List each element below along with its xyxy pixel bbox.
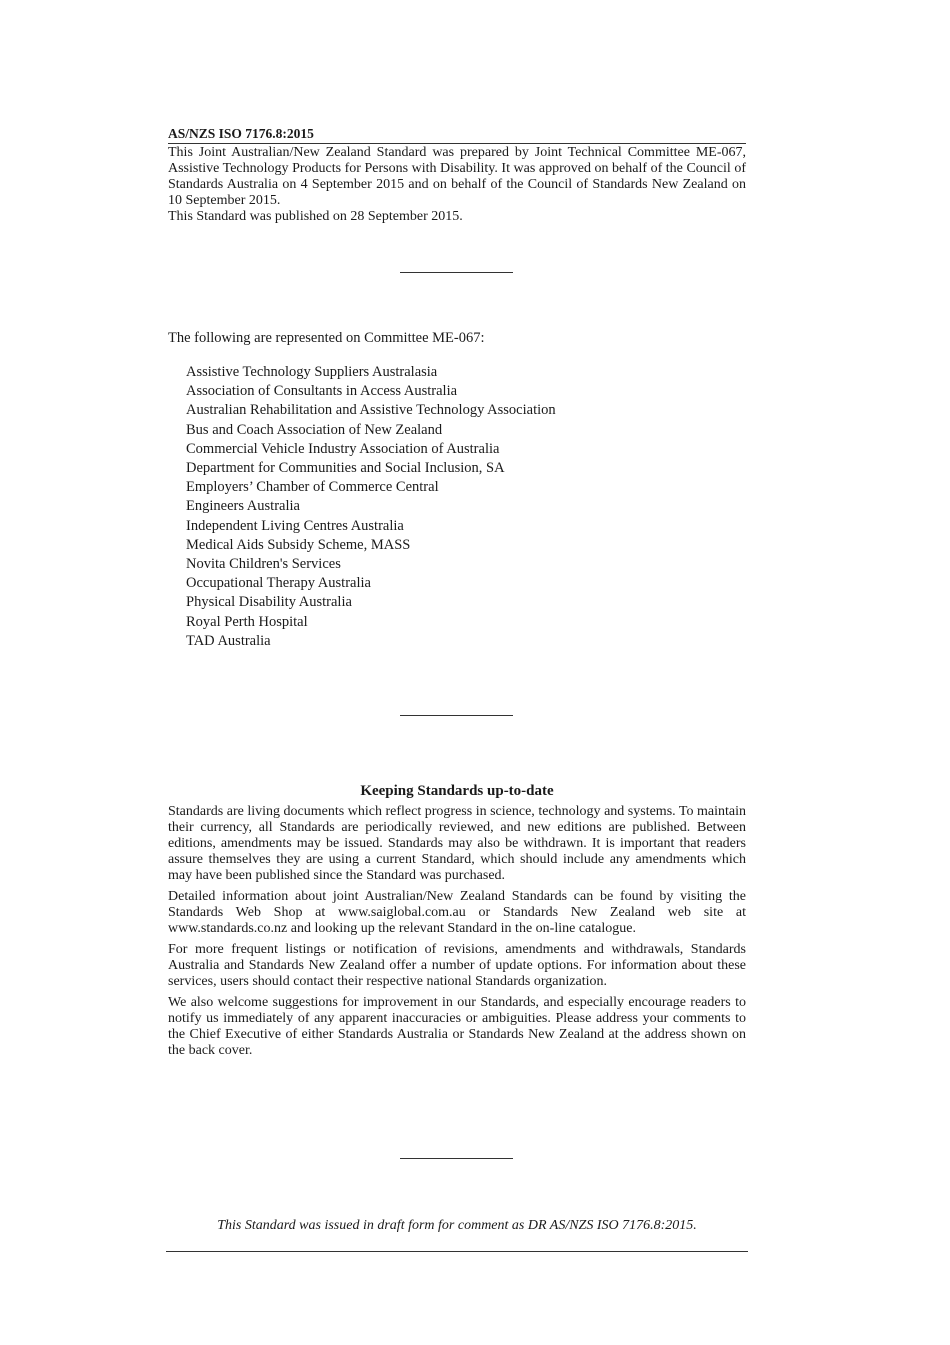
committee-member: Novita Children's Services	[186, 556, 341, 573]
section-divider-2	[400, 715, 513, 716]
committee-intro: The following are represented on Committee ME-067:	[168, 330, 485, 346]
committee-member: Independent Living Centres Australia	[186, 517, 404, 534]
committee-member: Commercial Vehicle Industry Association of Australia	[186, 440, 500, 457]
committee-member: Medical Aids Subsidy Scheme, MASS	[186, 536, 411, 553]
section-heading: Keeping Standards up-to-date	[360, 783, 554, 799]
body-paragraph: Standards are living documents which reflect progress in science, technology and systems. To maintain their currency, all Standards are periodically reviewed, and new editions are published. Between editions, amendments may be issued. Standards may also be withdrawn. It is important that readers assure themselves they are using a current Standard, which should include any amendments which may have been published since the Standard was purchased.	[168, 804, 746, 883]
committee-member: TAD Australia	[186, 632, 271, 649]
committee-member: Assistive Technology Suppliers Australasia	[186, 364, 438, 380]
section-divider-1	[400, 272, 513, 273]
section-divider-3	[400, 1158, 513, 1159]
committee-member: Department for Communities and Social Inclusion, SA	[186, 460, 505, 477]
footer-rule	[166, 1251, 748, 1252]
body-paragraph: Detailed information about joint Australian/New Zealand Standards can be found by visiting the Standards Web Shop at www.saiglobal.com.au or Standards New Zealand web site at www.standards.co.nz and looking up the relevant Standard in the on-line catalogue.	[168, 889, 746, 936]
standard-number: AS/NZS ISO 7176.8:2015	[168, 126, 746, 144]
body-paragraph: We also welcome suggestions for improvement in our Standards, and especially encourage readers to notify us immediately of any apparent inaccuracies or ambiguities. Please address your comments to the Chief Executive of either Standards Australia or Standards New Zealand at the address shown on the back cover.	[168, 995, 746, 1058]
committee-member: Engineers Australia	[186, 498, 300, 515]
body-paragraph: For more frequent listings or notification of revisions, amendments and withdrawals, Standards Australia and Standards New Zealand offer a number of update options. For information about these services, users should contact their respective national Standards organization.	[168, 942, 746, 989]
committee-member-list	[186, 363, 556, 651]
committee-member: Association of Consultants in Access Australia	[186, 383, 458, 400]
committee-member: Physical Disability Australia	[186, 594, 352, 611]
committee-member: Occupational Therapy Australia	[186, 575, 371, 592]
publication-date: This Standard was published on 28 September 2015.	[168, 209, 463, 224]
committee-member: Employers’ Chamber of Commerce Central	[186, 479, 439, 496]
preparation-statement: This Joint Australian/New Zealand Standard was prepared by Joint Technical Committee ME-067, Assistive Technology Products for Persons with Disability. It was approved on behalf of the Council of Standards Australia on 4 September 2015 and on behalf of the Council of Standards New Zealand on 10 September 2015.	[168, 145, 746, 208]
keeping-up-to-date-body	[168, 804, 746, 1064]
draft-note: This Standard was issued in draft form for comment as DR AS/NZS ISO 7176.8:2015.	[217, 1218, 697, 1233]
document-page	[168, 126, 746, 1233]
committee-member: Royal Perth Hospital	[186, 613, 308, 630]
committee-member: Australian Rehabilitation and Assistive Technology Association	[186, 402, 556, 419]
committee-member: Bus and Coach Association of New Zealand	[186, 421, 443, 438]
